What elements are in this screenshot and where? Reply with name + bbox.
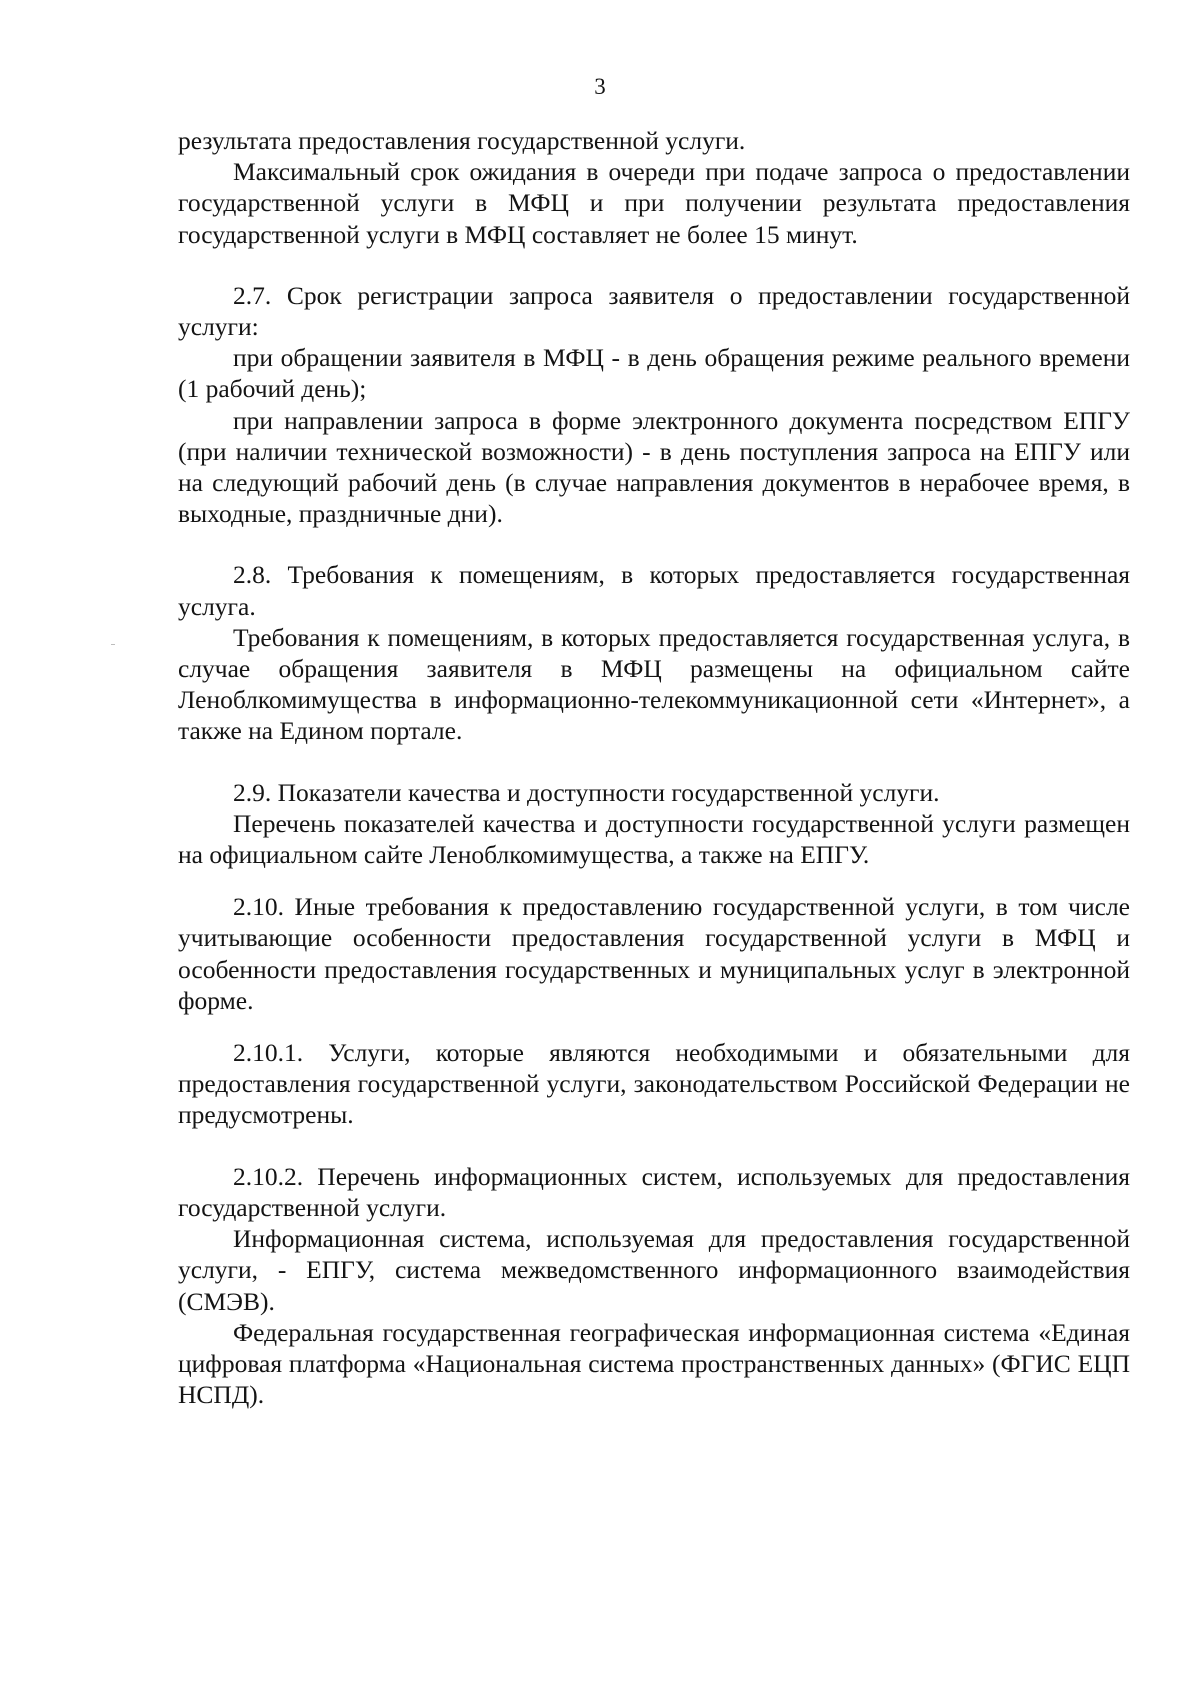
- section-2-10-2-heading: 2.10.2. Перечень информационных систем, используемых для предоставления государственной услуги.: [178, 1161, 1130, 1222]
- spacer: [178, 250, 1130, 280]
- spacer: [178, 1131, 1130, 1161]
- paragraph-epgu-registration: при направлении запроса в форме электронного документа посредством ЕПГУ (при наличии технической возможности) - в день поступления запроса на ЕПГУ или на следующий рабочий день (в случае направления документов в нерабочее время, в выходные, праздничные дни).: [178, 405, 1130, 529]
- paragraph-max-wait-time: Максимальный срок ожидания в очереди при подаче запроса о предоставлении государственной услуги в МФЦ и при получении результата предоставления государственной услуги в МФЦ составляет не более 15 минут.: [178, 157, 1130, 249]
- paragraph-quality-indicators: Перечень показателей качества и доступности государственной услуги размещен на официальном сайте Леноблкомимущества, а также на ЕПГУ.: [178, 808, 1130, 870]
- spacer: [178, 529, 1130, 559]
- section-2-8-heading: 2.8. Требования к помещениям, в которых предоставляется государственная услуга.: [178, 560, 1130, 621]
- paragraph-result-continuation: результата предоставления государственной услуги.: [178, 126, 746, 155]
- section-2-9-heading: 2.9. Показатели качества и доступности государственной услуги.: [233, 777, 940, 807]
- section-2-7-heading: 2.7. Срок регистрации запроса заявителя о предоставлении государственной услуги:: [178, 280, 1130, 342]
- paragraph-information-system: Информационная система, используемая для предоставления государственной услуги, - ЕПГУ, система межведомственного информационного взаимодействия (СМЭВ).: [178, 1224, 1130, 1316]
- spacer: [178, 1016, 1130, 1037]
- document-body: [178, 125, 1130, 1410]
- spacer: [178, 747, 1130, 777]
- margin-mark: [111, 644, 115, 645]
- section-2-10-heading: 2.10. Иные требования к предоставлению государственной услуги, в том числе учитывающие особенности предоставления государственной услуги в МФЦ и особенности предоставления государственных и муниципальных услуг в электронной форме.: [178, 892, 1130, 1015]
- paragraph-mfc-registration: при обращении заявителя в МФЦ - в день обращения режиме реального времени (1 рабочий день);: [178, 343, 1130, 404]
- paragraph-premises-requirements: Требования к помещениям, в которых предоставляется государственная услуга, в случае обращения заявителя в МФЦ размещены на официальном сайте Леноблкомимущества в информационно-телекоммуникационной сети «Интернет», а также на Едином портале.: [178, 622, 1130, 746]
- spacer: [178, 870, 1130, 891]
- section-2-10-1-paragraph: 2.10.1. Услуги, которые являются необходимыми и обязательными для предоставления государственной услуги, законодательством Российской Федерации не предусмотрены.: [178, 1038, 1130, 1130]
- paragraph-fgis-ecp-nspd: Федеральная государственная географическая информационная система «Единая цифровая платформа «Национальная система пространственных данных» (ФГИС ЕЦП НСПД).: [178, 1317, 1130, 1410]
- page-number: 3: [594, 74, 606, 99]
